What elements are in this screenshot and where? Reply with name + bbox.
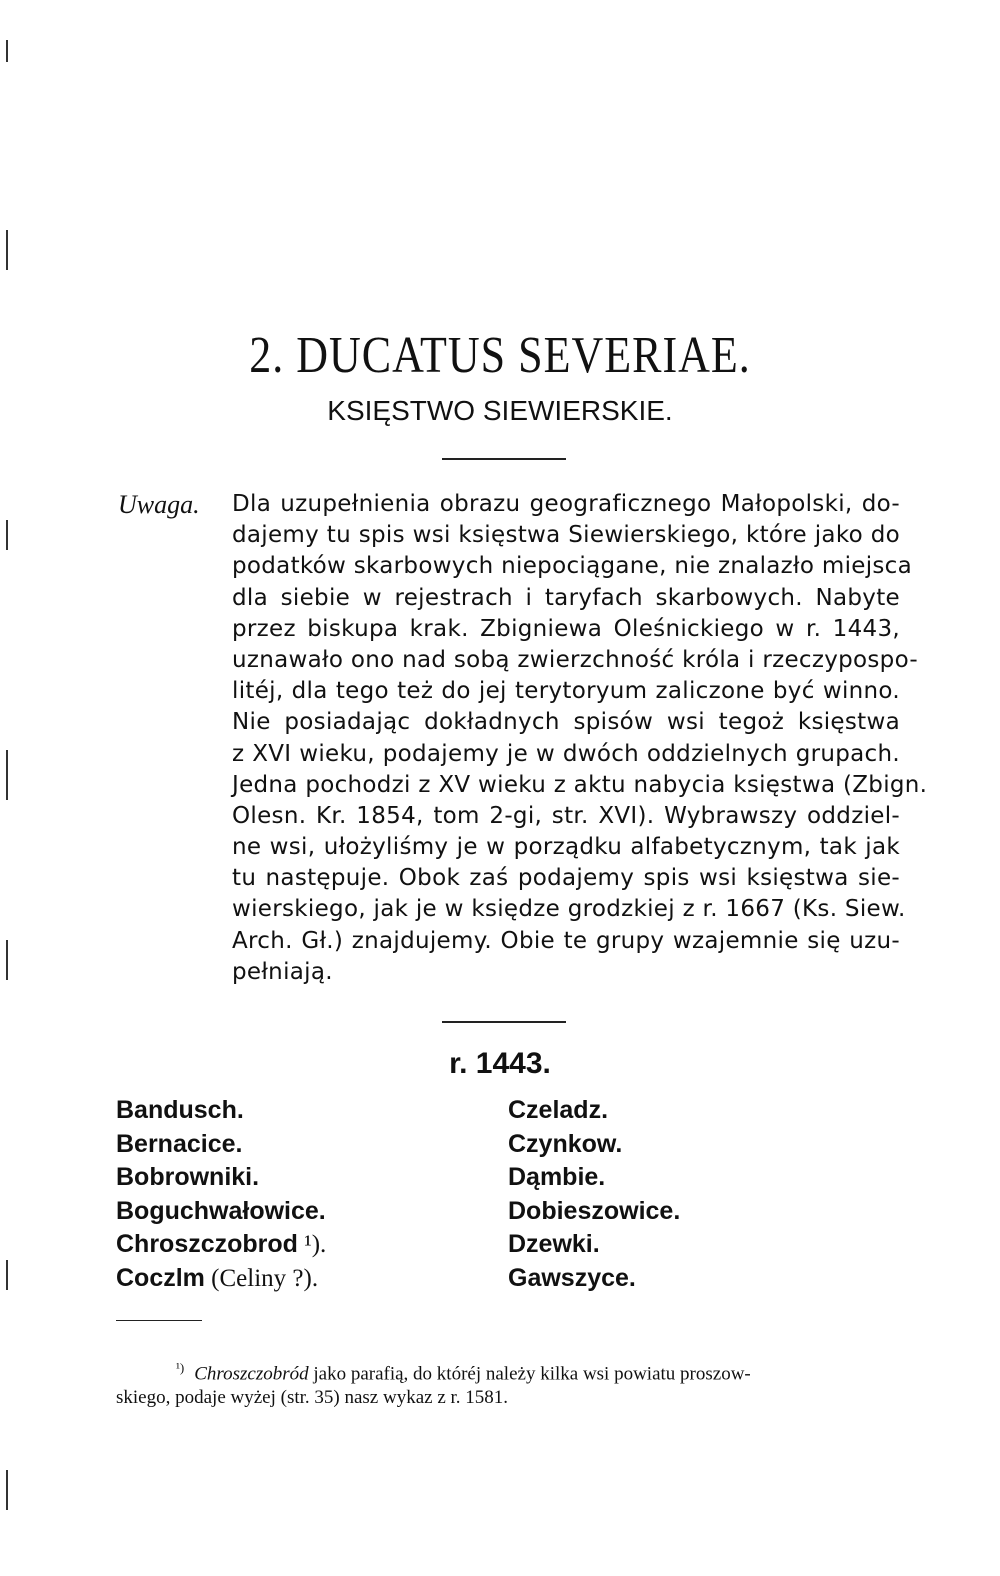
- note-line: tu następuje. Obok zaś podajemy spis wsi księstwa sie-: [232, 865, 900, 892]
- note-line: Arch. Gł.) znajdujemy. Obie te grupy wzajemnie się uzu-: [232, 927, 900, 954]
- scan-edge-mark: [6, 230, 8, 270]
- note-line: wierskiego, jak je w księdze grodzkiej z r. 1667 (Ks. Siew.: [232, 896, 906, 923]
- footnote-italic-term: Chroszczobród: [194, 1363, 309, 1385]
- place-name: Bobrowniki.: [116, 1163, 260, 1192]
- divider-rule: [442, 1021, 566, 1023]
- scan-edge-mark: [6, 940, 8, 980]
- footnote-reference: ¹).: [297, 1231, 327, 1259]
- place-name: Dzewki.: [508, 1230, 600, 1259]
- place-entry: [116, 1094, 326, 1128]
- note-label: Uwaga.: [118, 490, 200, 519]
- place-name: Czynkow.: [508, 1129, 623, 1158]
- page-title: 2. DUCATUS SEVERIAE.: [249, 326, 751, 384]
- note-line: podatków skarbowych niepociągane, nie znalazło miejsca: [232, 553, 913, 580]
- note-line: ne wsi, ułożyliśmy je w porządku alfabetycznym, tak jak: [232, 834, 900, 861]
- note-line: uznawało ono nad sobą zwierzchność króla i rzeczypospo-: [232, 646, 918, 673]
- footnote-separator: [116, 1320, 202, 1321]
- note-paragraph: [232, 489, 928, 988]
- note-line: Nie posiadając dokładnych spisów wsi tegoż księstwa: [232, 709, 900, 736]
- place-entry: [116, 1161, 326, 1195]
- place-name: Boguchwałowice.: [116, 1196, 326, 1225]
- scan-edge-mark: [6, 520, 8, 550]
- page-subtitle: KSIĘSTWO SIEWIERSKIE.: [327, 395, 673, 426]
- place-name: Dobieszowice.: [508, 1196, 681, 1225]
- note-line: litéj, dla tego też do jej terytoryum zaliczone być winno.: [232, 678, 900, 705]
- footnote-text: jako parafią, do któréj należy kilka wsi powiatu proszow-: [308, 1363, 751, 1385]
- scan-edge-mark: [6, 1470, 8, 1510]
- place-note: (Celiny ?).: [204, 1264, 319, 1292]
- place-name: Chroszczobrod: [116, 1230, 298, 1259]
- place-name: Dąmbie.: [508, 1163, 606, 1192]
- place-entry: [116, 1262, 326, 1296]
- place-list-left: [116, 1094, 326, 1296]
- note-line: pełniają.: [232, 958, 333, 985]
- place-entry: [116, 1195, 326, 1229]
- place-entry: [116, 1128, 326, 1162]
- footnote-line: [116, 1356, 906, 1386]
- scan-edge-mark: [6, 1260, 8, 1290]
- footnote-mark: ¹): [176, 1360, 185, 1375]
- place-entry: [508, 1262, 680, 1296]
- note-line: Jedna pochodzi z XV wieku z aktu nabycia księstwa (Zbign.: [232, 771, 928, 798]
- note-line: dajemy tu spis wsi księstwa Siewierskiego, które jako do: [232, 522, 900, 549]
- place-name: Gawszyce.: [508, 1263, 636, 1292]
- footnote-line: skiego, podaje wyżej (str. 35) nasz wykaz z r. 1581.: [116, 1387, 509, 1409]
- note-line: z XVI wieku, podajemy je w dwóch oddzielnych grupach.: [232, 740, 900, 767]
- place-entry: [116, 1228, 326, 1262]
- section-year-heading: r. 1443.: [449, 1047, 551, 1080]
- scan-edge-mark: [6, 40, 8, 62]
- note-line: przez biskupa krak. Zbigniewa Oleśnickiego w r. 1443,: [232, 615, 900, 642]
- place-name: Coczlm: [116, 1263, 205, 1292]
- place-list-right: [508, 1094, 680, 1296]
- footnote: [116, 1356, 906, 1410]
- place-entry: [508, 1228, 680, 1262]
- place-name: Bandusch.: [116, 1096, 244, 1124]
- note-line: Dla uzupełnienia obrazu geograficznego Małopolski, do-: [232, 491, 900, 517]
- place-entry: [508, 1094, 680, 1128]
- place-entry: [508, 1161, 680, 1195]
- note-line: Olesn. Kr. 1854, tom 2-gi, str. XVI). Wybrawszy oddziel-: [232, 802, 900, 829]
- place-entry: [508, 1195, 680, 1229]
- divider-rule: [442, 458, 566, 460]
- place-entry: [508, 1128, 680, 1162]
- scan-edge-mark: [6, 750, 8, 800]
- note-line: dla siebie w rejestrach i taryfach skarbowych. Nabyte: [232, 584, 900, 611]
- place-name: Czeladz.: [508, 1096, 609, 1124]
- place-name: Bernacice.: [116, 1129, 243, 1158]
